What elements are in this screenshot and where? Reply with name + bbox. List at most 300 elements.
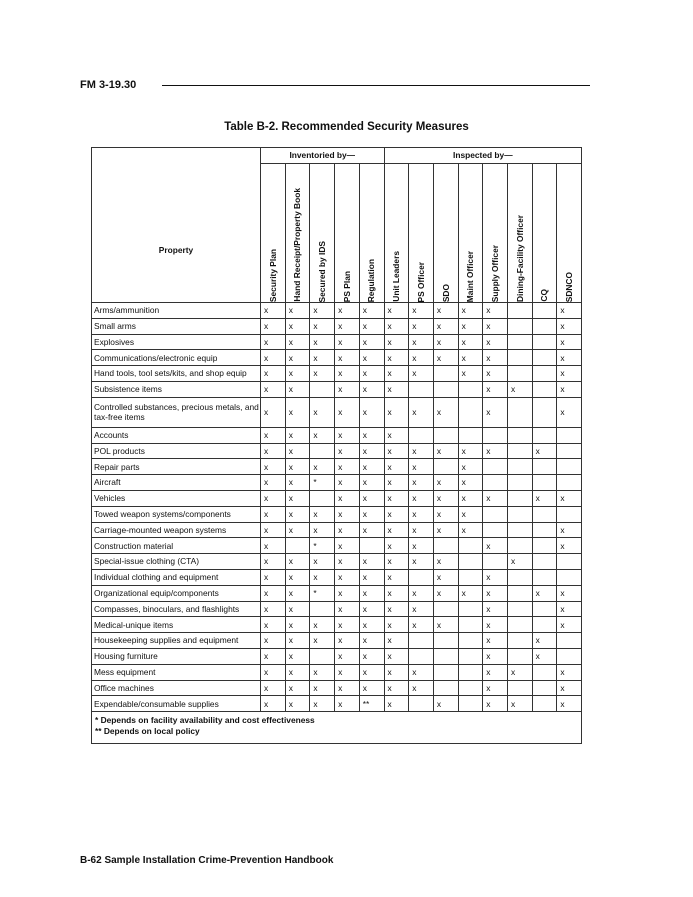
mark-cell: x [285, 585, 310, 601]
mark-cell [557, 569, 582, 585]
mark-cell: x [335, 538, 360, 554]
mark-cell: x [458, 303, 483, 319]
mark-cell [433, 664, 458, 680]
mark-cell: x [483, 538, 508, 554]
mark-cell: x [483, 569, 508, 585]
mark-cell: x [310, 397, 335, 427]
mark-cell: x [359, 318, 384, 334]
mark-cell: x [557, 538, 582, 554]
table-row [92, 522, 582, 538]
mark-cell: x [384, 664, 409, 680]
mark-cell: x [433, 585, 458, 601]
mark-cell: x [285, 397, 310, 427]
mark-cell: x [285, 318, 310, 334]
mark-cell: x [335, 427, 360, 443]
mark-cell: x [532, 585, 557, 601]
mark-cell: x [532, 648, 557, 664]
mark-cell: x [483, 397, 508, 427]
column-header [335, 164, 360, 303]
mark-cell: x [261, 538, 286, 554]
mark-cell: x [359, 633, 384, 649]
column-header-label: PS Officer [415, 261, 426, 302]
mark-cell [557, 554, 582, 570]
mark-cell: x [409, 585, 434, 601]
property-cell: Repair parts [92, 459, 261, 475]
mark-cell: x [483, 633, 508, 649]
mark-cell [532, 366, 557, 382]
mark-cell: x [384, 680, 409, 696]
mark-cell: x [335, 334, 360, 350]
table-row [92, 475, 582, 491]
mark-cell: x [285, 381, 310, 397]
mark-cell: x [359, 664, 384, 680]
mark-cell: x [310, 522, 335, 538]
mark-cell [507, 334, 532, 350]
mark-cell: x [409, 680, 434, 696]
property-cell: Organizational equip/components [92, 585, 261, 601]
mark-cell: x [359, 366, 384, 382]
mark-cell: x [409, 522, 434, 538]
mark-cell [507, 443, 532, 459]
mark-cell: x [335, 303, 360, 319]
mark-cell [532, 303, 557, 319]
mark-cell: x [261, 334, 286, 350]
column-header [532, 164, 557, 303]
mark-cell [409, 427, 434, 443]
mark-cell: x [261, 475, 286, 491]
mark-cell [433, 459, 458, 475]
column-header [285, 164, 310, 303]
mark-cell [507, 490, 532, 506]
table-row [92, 490, 582, 506]
table-title: Table B-2. Recommended Security Measures [224, 121, 469, 133]
mark-cell: x [285, 696, 310, 712]
mark-cell: x [557, 381, 582, 397]
mark-cell: x [384, 569, 409, 585]
mark-cell: x [384, 648, 409, 664]
property-cell: Special-issue clothing (CTA) [92, 554, 261, 570]
mark-cell: x [359, 554, 384, 570]
mark-cell: x [409, 443, 434, 459]
mark-cell: x [384, 381, 409, 397]
property-cell: Accounts [92, 427, 261, 443]
mark-cell: x [557, 696, 582, 712]
mark-cell [532, 664, 557, 680]
mark-cell [507, 617, 532, 633]
mark-cell [507, 366, 532, 382]
mark-cell: x [285, 459, 310, 475]
mark-cell: x [261, 381, 286, 397]
property-cell: Individual clothing and equipment [92, 569, 261, 585]
note-local-policy: ** Depends on local policy [95, 726, 200, 737]
mark-cell: x [433, 334, 458, 350]
mark-cell [433, 648, 458, 664]
mark-cell: x [557, 397, 582, 427]
mark-cell: x [310, 459, 335, 475]
column-header [458, 164, 483, 303]
mark-cell [507, 459, 532, 475]
table-row [92, 617, 582, 633]
mark-cell: x [557, 601, 582, 617]
mark-cell [532, 680, 557, 696]
mark-cell: x [433, 397, 458, 427]
mark-cell: x [384, 366, 409, 382]
mark-cell: x [335, 381, 360, 397]
property-cell: Expendable/consumable supplies [92, 696, 261, 712]
mark-cell: x [359, 680, 384, 696]
property-cell: Medical-unique items [92, 617, 261, 633]
mark-cell: x [433, 350, 458, 366]
mark-cell: x [409, 601, 434, 617]
mark-cell: x [310, 554, 335, 570]
mark-cell [458, 554, 483, 570]
mark-cell [507, 506, 532, 522]
table-notes [92, 712, 582, 744]
mark-cell: x [335, 585, 360, 601]
mark-cell: x [261, 490, 286, 506]
mark-cell [458, 696, 483, 712]
mark-cell [409, 648, 434, 664]
mark-cell [458, 664, 483, 680]
table-row [92, 538, 582, 554]
mark-cell: x [557, 303, 582, 319]
table-row [92, 381, 582, 397]
table-body [92, 303, 582, 712]
mark-cell: x [532, 443, 557, 459]
mark-cell: * [310, 538, 335, 554]
mark-cell: x [335, 648, 360, 664]
mark-cell [483, 522, 508, 538]
mark-cell: x [384, 585, 409, 601]
mark-cell: x [359, 522, 384, 538]
mark-cell: x [261, 569, 286, 585]
mark-cell: x [310, 427, 335, 443]
mark-cell: x [557, 490, 582, 506]
mark-cell: * [310, 585, 335, 601]
mark-cell: x [458, 522, 483, 538]
mark-cell: x [335, 601, 360, 617]
mark-cell: x [557, 617, 582, 633]
mark-cell [507, 569, 532, 585]
mark-cell: x [285, 648, 310, 664]
mark-cell: x [384, 633, 409, 649]
mark-cell: x [335, 696, 360, 712]
mark-cell: x [483, 381, 508, 397]
mark-cell: x [285, 664, 310, 680]
mark-cell: ** [359, 696, 384, 712]
mark-cell: x [359, 506, 384, 522]
mark-cell: x [335, 350, 360, 366]
mark-cell: x [557, 350, 582, 366]
mark-cell [433, 427, 458, 443]
column-header [557, 164, 582, 303]
mark-cell: x [507, 696, 532, 712]
mark-cell: x [384, 443, 409, 459]
table-row [92, 696, 582, 712]
column-header-label: Dining-Facility Officer [514, 214, 525, 302]
mark-cell: x [359, 475, 384, 491]
mark-cell: x [409, 554, 434, 570]
manual-id: FM 3-19.30 [80, 79, 137, 91]
mark-cell: x [261, 318, 286, 334]
mark-cell: x [261, 696, 286, 712]
column-header-label: SDO [440, 283, 451, 302]
table-row [92, 680, 582, 696]
table-row [92, 633, 582, 649]
mark-cell [557, 459, 582, 475]
table-row [92, 569, 582, 585]
property-cell: Mess equipment [92, 664, 261, 680]
mark-cell [483, 427, 508, 443]
mark-cell [458, 427, 483, 443]
mark-cell [483, 475, 508, 491]
mark-cell: x [409, 334, 434, 350]
mark-cell: x [285, 522, 310, 538]
mark-cell [532, 696, 557, 712]
mark-cell: x [433, 318, 458, 334]
mark-cell: x [433, 617, 458, 633]
mark-cell: x [384, 490, 409, 506]
mark-cell: x [458, 459, 483, 475]
table-row [92, 303, 582, 319]
mark-cell: x [483, 648, 508, 664]
mark-cell [532, 475, 557, 491]
column-header [409, 164, 434, 303]
property-cell: Small arms [92, 318, 261, 334]
mark-cell: x [409, 350, 434, 366]
mark-cell [433, 680, 458, 696]
mark-cell [507, 475, 532, 491]
mark-cell: x [384, 522, 409, 538]
property-header: Property [92, 148, 261, 303]
mark-cell: x [285, 617, 310, 633]
mark-cell: x [285, 334, 310, 350]
mark-cell: x [532, 633, 557, 649]
mark-cell [507, 522, 532, 538]
mark-cell [458, 633, 483, 649]
mark-cell: x [359, 303, 384, 319]
mark-cell: x [285, 475, 310, 491]
property-cell: Compasses, binoculars, and flashlights [92, 601, 261, 617]
mark-cell: x [557, 664, 582, 680]
mark-cell: x [359, 427, 384, 443]
mark-cell [507, 601, 532, 617]
mark-cell [409, 569, 434, 585]
mark-cell [532, 506, 557, 522]
mark-cell: x [261, 459, 286, 475]
property-cell: Controlled substances, precious metals, and tax-free items [92, 397, 261, 427]
mark-cell: x [384, 459, 409, 475]
property-cell: Towed weapon systems/components [92, 506, 261, 522]
mark-cell [507, 585, 532, 601]
property-cell: Carriage-mounted weapon systems [92, 522, 261, 538]
mark-cell: x [483, 334, 508, 350]
mark-cell [433, 381, 458, 397]
mark-cell: x [335, 475, 360, 491]
mark-cell [483, 506, 508, 522]
mark-cell [310, 443, 335, 459]
mark-cell: x [433, 506, 458, 522]
mark-cell: x [261, 648, 286, 664]
column-header [384, 164, 409, 303]
mark-cell: x [261, 522, 286, 538]
mark-cell: x [261, 617, 286, 633]
mark-cell [458, 381, 483, 397]
mark-cell: x [483, 443, 508, 459]
mark-cell [458, 617, 483, 633]
mark-cell: x [409, 617, 434, 633]
mark-cell [507, 680, 532, 696]
mark-cell [458, 397, 483, 427]
mark-cell: x [483, 601, 508, 617]
table-row [92, 397, 582, 427]
property-cell: POL products [92, 443, 261, 459]
mark-cell: x [310, 334, 335, 350]
mark-cell: x [458, 443, 483, 459]
table-row [92, 443, 582, 459]
mark-cell: x [483, 350, 508, 366]
mark-cell: x [433, 569, 458, 585]
property-cell: Explosives [92, 334, 261, 350]
mark-cell [433, 538, 458, 554]
mark-cell [507, 427, 532, 443]
table-row [92, 585, 582, 601]
mark-cell: x [359, 397, 384, 427]
table-row [92, 427, 582, 443]
mark-cell [507, 350, 532, 366]
mark-cell: x [483, 490, 508, 506]
property-cell: Housekeeping supplies and equipment [92, 633, 261, 649]
mark-cell [458, 601, 483, 617]
table-row [92, 664, 582, 680]
mark-cell: x [384, 554, 409, 570]
mark-cell: x [557, 334, 582, 350]
mark-cell: x [310, 633, 335, 649]
mark-cell: x [261, 601, 286, 617]
mark-cell: x [335, 569, 360, 585]
mark-cell [310, 601, 335, 617]
mark-cell: x [285, 554, 310, 570]
column-header [507, 164, 532, 303]
mark-cell: x [384, 617, 409, 633]
mark-cell: x [433, 522, 458, 538]
mark-cell: x [285, 506, 310, 522]
mark-cell: x [507, 554, 532, 570]
mark-cell: x [310, 303, 335, 319]
mark-cell: x [310, 318, 335, 334]
mark-cell: x [507, 381, 532, 397]
mark-cell: x [359, 459, 384, 475]
mark-cell: x [409, 303, 434, 319]
table-row [92, 554, 582, 570]
mark-cell [409, 633, 434, 649]
mark-cell: x [261, 680, 286, 696]
mark-cell: x [409, 459, 434, 475]
mark-cell: x [409, 506, 434, 522]
mark-cell [557, 506, 582, 522]
column-header [310, 164, 335, 303]
mark-cell: x [384, 350, 409, 366]
mark-cell [310, 381, 335, 397]
mark-cell: x [532, 490, 557, 506]
column-header-label: Regulation [366, 258, 377, 302]
mark-cell: x [335, 633, 360, 649]
mark-cell: x [285, 569, 310, 585]
mark-cell [557, 648, 582, 664]
mark-cell [532, 397, 557, 427]
mark-cell: x [384, 334, 409, 350]
mark-cell: x [458, 366, 483, 382]
column-header-label: SDNCO [563, 271, 574, 302]
mark-cell: x [384, 601, 409, 617]
property-cell: Vehicles [92, 490, 261, 506]
mark-cell: x [261, 443, 286, 459]
column-header-label: CQ [539, 289, 550, 302]
mark-cell: x [557, 522, 582, 538]
mark-cell [532, 522, 557, 538]
mark-cell [507, 303, 532, 319]
mark-cell: x [483, 318, 508, 334]
column-header-label: Maint Officer [465, 250, 476, 302]
mark-cell: x [458, 318, 483, 334]
mark-cell: x [409, 475, 434, 491]
mark-cell: x [458, 506, 483, 522]
mark-cell [507, 538, 532, 554]
mark-cell: x [359, 648, 384, 664]
mark-cell [557, 475, 582, 491]
mark-cell: x [384, 538, 409, 554]
mark-cell [532, 318, 557, 334]
mark-cell: x [335, 490, 360, 506]
column-header-label: Supply Officer [489, 244, 500, 302]
mark-cell [458, 680, 483, 696]
mark-cell: x [483, 664, 508, 680]
mark-cell [557, 427, 582, 443]
mark-cell: x [433, 303, 458, 319]
mark-cell: x [261, 427, 286, 443]
mark-cell: x [458, 334, 483, 350]
mark-cell: x [335, 318, 360, 334]
mark-cell: x [359, 569, 384, 585]
mark-cell [532, 381, 557, 397]
mark-cell: x [433, 696, 458, 712]
mark-cell [458, 569, 483, 585]
property-cell: Housing furniture [92, 648, 261, 664]
mark-cell: x [359, 381, 384, 397]
mark-cell: x [384, 397, 409, 427]
mark-cell [359, 538, 384, 554]
mark-cell: x [285, 601, 310, 617]
mark-cell: x [261, 633, 286, 649]
mark-cell [557, 633, 582, 649]
property-cell: Construction material [92, 538, 261, 554]
mark-cell: x [409, 664, 434, 680]
column-header [433, 164, 458, 303]
mark-cell: x [310, 617, 335, 633]
column-header-label: Unit Leaders [391, 251, 402, 302]
mark-cell: x [285, 633, 310, 649]
property-cell: Arms/ammunition [92, 303, 261, 319]
mark-cell: x [310, 680, 335, 696]
table-row [92, 506, 582, 522]
mark-cell [409, 696, 434, 712]
mark-cell: x [359, 490, 384, 506]
mark-cell: x [359, 585, 384, 601]
mark-cell: x [384, 427, 409, 443]
mark-cell [310, 490, 335, 506]
mark-cell [532, 538, 557, 554]
mark-cell: x [409, 490, 434, 506]
